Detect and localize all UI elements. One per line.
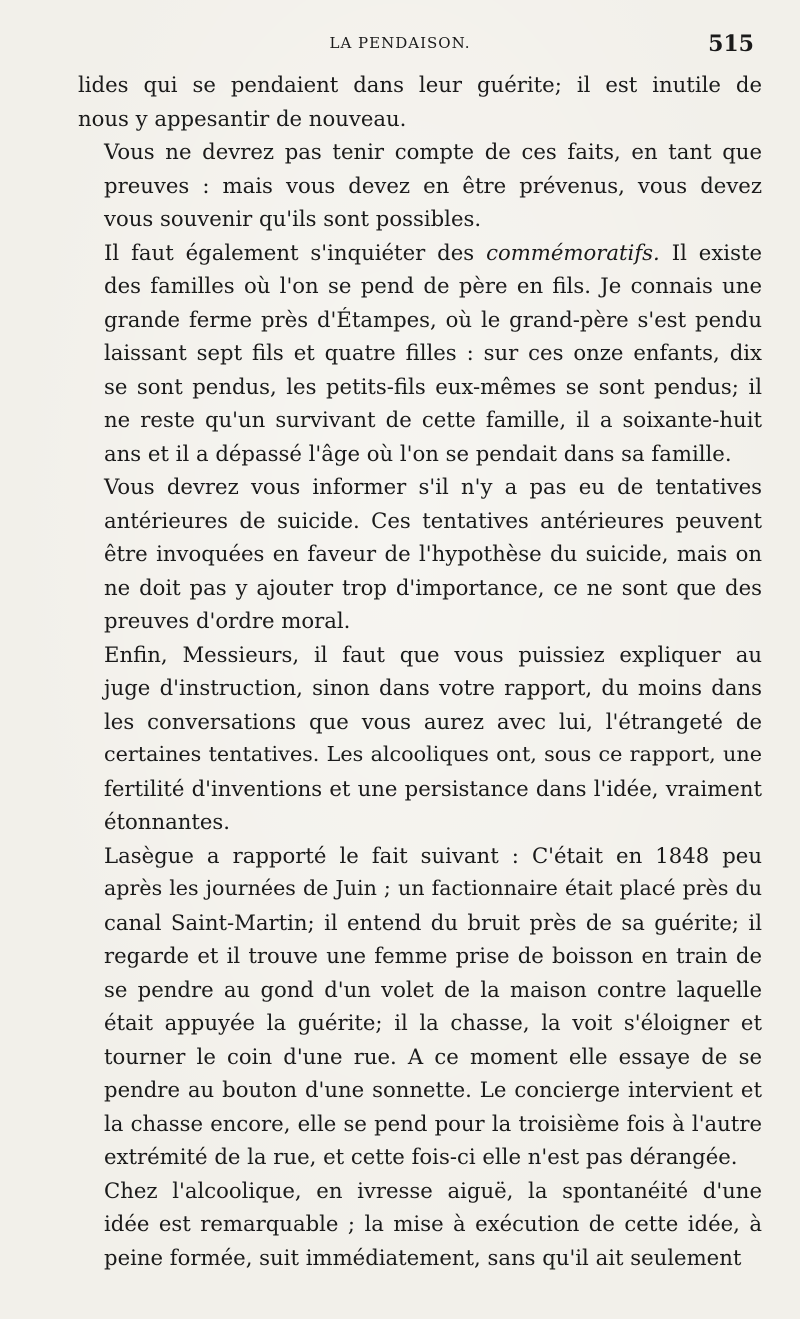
text-line: juge d'instruction, sinon dans votre rapport, du moins dans [104,675,762,700]
text-line: extrémité de la rue, et cette fois-ci elle n'est pas dérangée. [104,1144,738,1169]
running-title: LA PENDAISON. [329,34,471,52]
text-line: Vous devrez vous informer s'il n'y a pas eu de tentatives [104,474,762,499]
body-text [78,68,762,1274]
text-line: ans et il a dépassé l'âge où l'on se pendait dans sa famille. [104,440,732,466]
paragraph [78,839,762,1174]
text-line: laissant sept fils et quatre filles : sur ces onze enfants, dix [104,340,762,365]
text-line: preuves d'ordre moral. [104,608,351,633]
text-line: idée est remarquable ; la mise à exécution de cette idée, à [104,1211,762,1236]
text-line: Vous ne devrez pas tenir compte de ces faits, en tant que [104,139,762,164]
text-line: Il faut également s'inquiéter des commémoratifs. Il existe [104,239,762,265]
text-line: se pendre au gond d'un volet de la maison contre laquelle [104,976,762,1002]
text-line: antérieures de suicide. Ces tentatives antérieures peuvent [104,507,762,533]
text-line: pendre au bouton d'une sonnette. Le concierge intervient et [104,1077,762,1102]
paragraph [78,1174,762,1275]
text-line: grande ferme près d'Étampes, où le grand-père s'est pendu [104,306,762,332]
text-line: canal Saint-Martin; il entend du bruit près de sa guérite; il [104,909,762,935]
paragraph [78,68,762,135]
text-line: certaines tentatives. Les alcooliques ont, sous ce rapport, une [104,742,762,766]
text-line: Enfin, Messieurs, il faut que vous puissiez expliquer au [104,641,762,667]
text-line: Chez l'alcoolique, en ivresse aiguë, la spontanéité d'une [104,1177,762,1203]
paragraph [78,470,762,638]
text-line: lides qui se pendaient dans leur guérite; il est inutile de [78,72,762,97]
paragraph [78,135,762,236]
text-line: fertilité d'inventions et une persistance dans l'idée, vraiment [104,775,762,801]
text-line: était appuyée la guérite; il la chasse, la voit s'éloigner et [104,1010,762,1035]
text-line: tourner le coin d'une rue. A ce moment elle essaye de se [104,1043,762,1069]
text-line: peine formée, suit immédiatement, sans qu'il ait seulement [104,1244,742,1270]
running-header [0,28,800,58]
text-line: preuves : mais vous devez en être prévenus, vous devez [104,172,762,198]
page-number: 515 [708,31,754,57]
text-line: être invoquées en faveur de l'hypothèse du suicide, mais on [104,541,762,566]
paragraph [78,236,762,471]
text-line: ne reste qu'un survivant de cette famille, il a soixante-huit [104,407,762,432]
text-line: la chasse encore, elle se pend pour la troisième fois à l'autre [104,1110,762,1136]
text-line: Lasègue a rapporté le fait suivant : C'était en 1848 peu [104,842,762,868]
text-line: ne doit pas y ajouter trop d'importance, ce ne sont que des [104,574,762,600]
text-line: se sont pendus, les petits-fils eux-mêmes se sont pendus; il [104,373,762,399]
text-line: après les journées de Juin ; un factionnaire était placé près du [104,876,762,900]
text-line: les conversations que vous aurez avec lui, l'étrangeté de [104,708,762,734]
text-line: nous y appesantir de nouveau. [78,105,407,131]
text-line: étonnantes. [104,809,231,834]
paragraph [78,638,762,839]
text-line: vous souvenir qu'ils sont possibles. [104,206,482,231]
text-line: des familles où l'on se pend de père en fils. Je connais une [104,273,762,298]
text-line: regarde et il trouve une femme prise de boisson en train de [104,943,762,968]
